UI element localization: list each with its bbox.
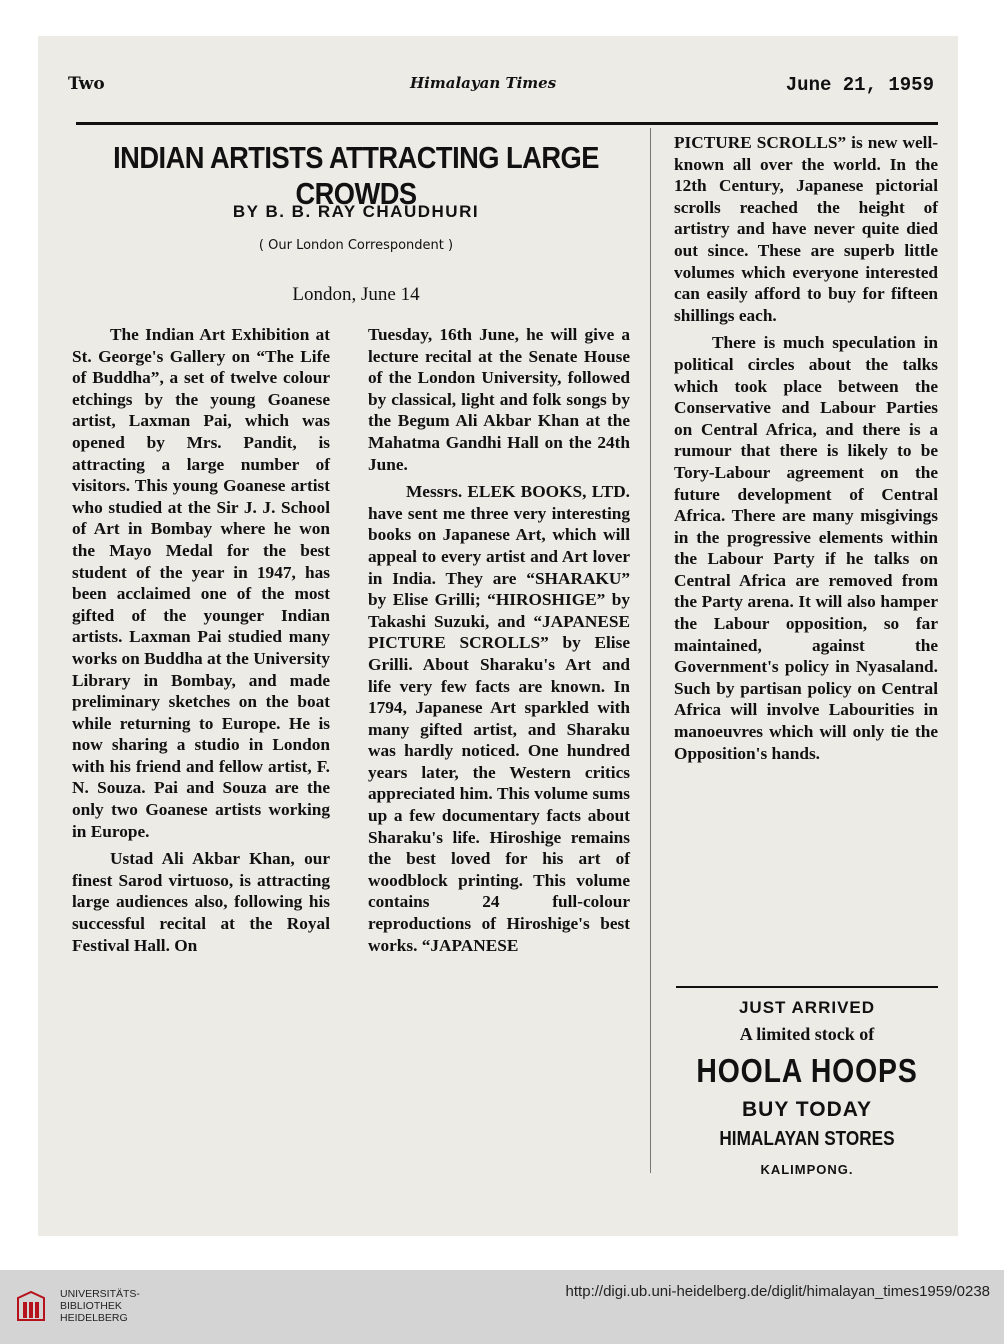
permalink-url[interactable]: http://digi.ub.uni-heidelberg.de/diglit/himalayan_times1959/0238	[565, 1283, 990, 1300]
issue-date: June 21, 1959	[785, 74, 934, 96]
article-dateline: London, June 14	[292, 284, 420, 305]
article-column-2	[368, 324, 630, 956]
paragraph: Messrs. ELEK BOOKS, LTD. have sent me three very interesting books on Japanese Art, which will appeal to every artist and Art lover in India. They are “SHARAKU” by Elise Grilli; “HIROSHIGE” by Takashi Suzuki, and “JAPANESE PICTURE SCROLLS” by Elise Grilli. About Sharaku's Art and life very few facts are known. In 1794, Japanese Art sparkled with many gifted artist, and Sharaku was hardly noticed. One hundred years later, the Western critics appreciated him. This volume sums up a few documentary facts about Sharaku's life. Hiroshige remains the best loved for his art of woodblock printing. This volume contains 24 full-colour reproductions of Hiroshige's best works. “JAPANESE	[368, 482, 630, 955]
article-column-1	[72, 324, 330, 956]
library-name-line: BIBLIOTHEK	[60, 1300, 122, 1312]
masthead: Himalayan Times	[410, 74, 557, 92]
advert-line-location: KALIMPONG.	[760, 1162, 854, 1177]
article-column-3	[674, 132, 938, 764]
paragraph: PICTURE SCROLLS” is new well-known all over the world. In the 12th Century, Japanese pictorial scrolls reached the height of artistry and have never quite died out since. These are superb little volumes which everyone interested can easily afford to buy for fifteen shillings each.	[674, 133, 938, 325]
paragraph: Ustad Ali Akbar Khan, our finest Sarod virtuoso, is attracting large audiences also, following his successful recital at the Royal Festival Hall. On	[72, 849, 330, 955]
advert-line-limited-stock: A limited stock of	[739, 1024, 875, 1044]
article-byline: BY B. B. RAY CHAUDHURI	[232, 202, 480, 221]
page-label: Two	[68, 74, 105, 94]
viewer-footer	[0, 1270, 1004, 1344]
paragraph: Tuesday, 16th June, he will give a lecture recital at the Senate House of the London University, followed by classical, light and folk songs by the Begum Ali Akbar Khan at the Mahatma Gandhi Hall on the 24th June.	[368, 325, 630, 474]
article-correspondent: ( Our London Correspondent )	[258, 238, 454, 253]
advert-line-buy-today: BUY TODAY	[742, 1098, 872, 1121]
library-name-line: UNIVERSITÄTS-	[60, 1288, 140, 1300]
column-divider	[650, 128, 651, 1173]
library-name	[60, 1288, 140, 1324]
paragraph: The Indian Art Exhibition at St. George's Gallery on “The Life of Buddha”, a set of twelve colour etchings by the young Goanese artist, Laxman Pai, which was opened by Mrs. Pandit, is attracting a large number of visitors. This young Goanese artist who studied at the Sir J. J. School of Art in Bombay where he won the Mayo Medal for the best student of the year in 1947, has been acclaimed one of the most gifted of the younger Indian artists. Laxman Pai studied many works on Buddha at the University Library in Bombay, and made preliminary sketches on the boat while returning to Europe. He is now sharing a studio in London with his friend and fellow artist, F. N. Souza. Pai and Souza are the only two Goanese artists working in Europe.	[72, 325, 330, 841]
advert-line-store: HIMALAYAN STORES	[719, 1128, 895, 1150]
header-rule	[76, 122, 938, 125]
library-logo-icon	[14, 1290, 48, 1324]
advert-rule	[676, 986, 938, 988]
article-headline: INDIAN ARTISTS ATTRACTING LARGE CROWDS	[113, 140, 599, 211]
library-name-line: HEIDELBERG	[60, 1312, 128, 1324]
paragraph: There is much speculation in political circles about the talks which took place between the Conservative and Labour Parties on Central Africa, and there is a rumour that there is likely to be Tory-Labour agreement on the future development of Central Africa. There are many misgivings in the progressive elements within the Labour Party if he talks on Central Africa are removed from the Party arena. It will also hamper the Labour opposition, so far maintained, against the Government's policy in Nyasaland. Such by partisan policy on Central Africa will involve Labourities in manoeuvres which will only tie the Opposition's hands.	[674, 333, 938, 763]
advert-line-product: HOOLA HOOPS	[696, 1052, 918, 1089]
advert-line-just-arrived: JUST ARRIVED	[738, 998, 876, 1017]
